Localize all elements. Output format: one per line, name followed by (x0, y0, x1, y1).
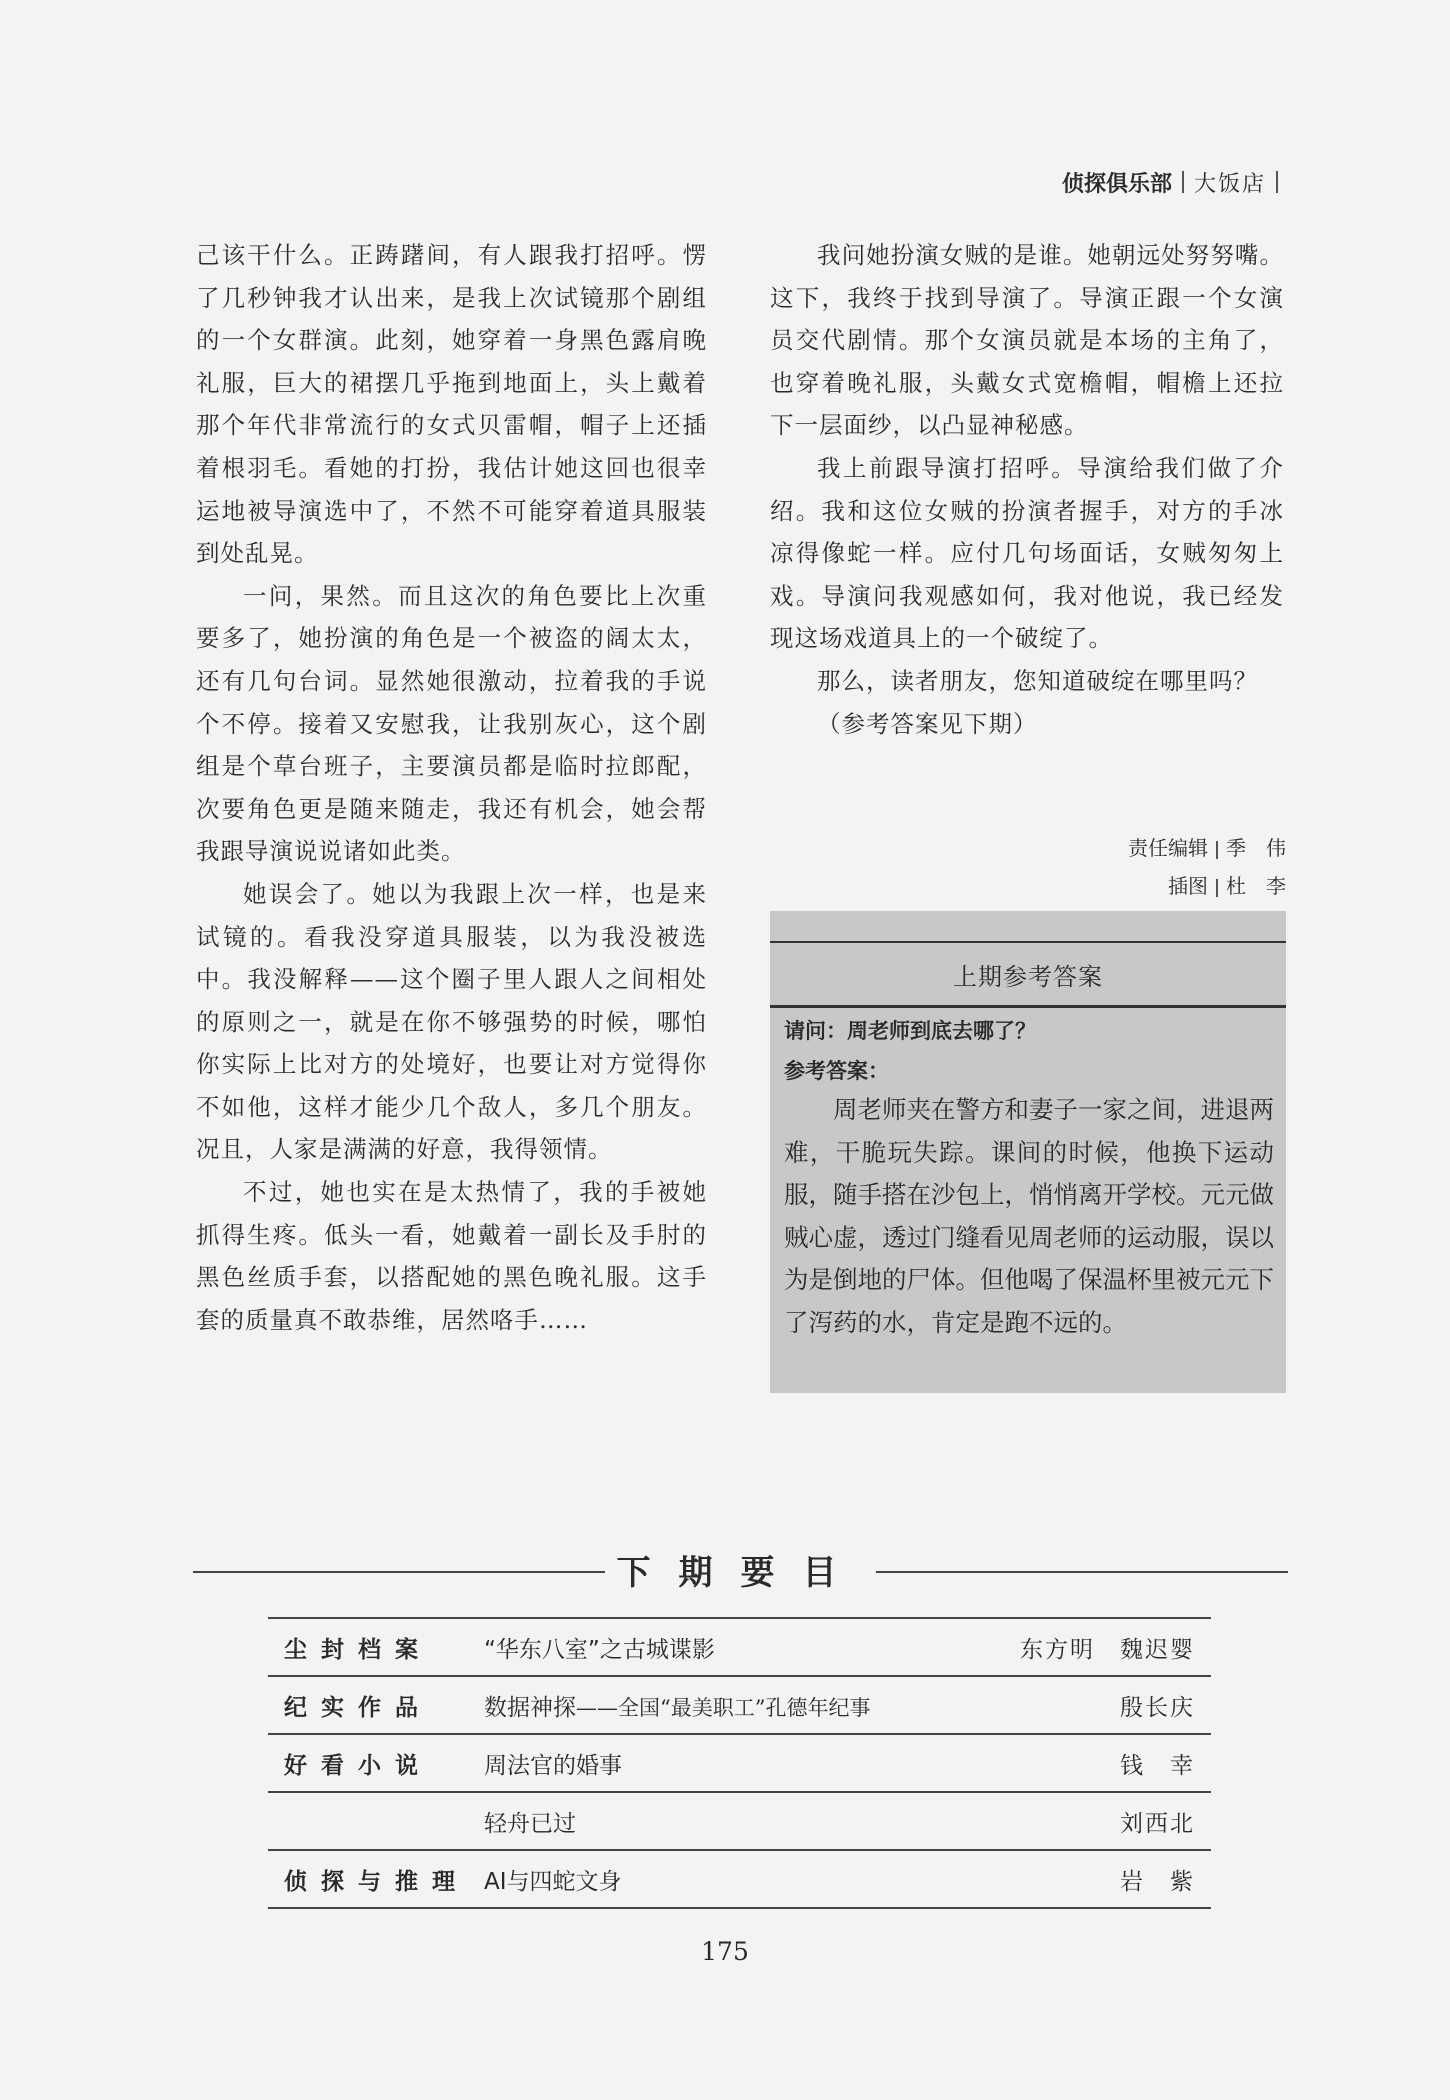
toc-category (268, 1792, 484, 1850)
table-row (268, 1850, 1211, 1908)
paragraph: 那么，读者朋友，您知道破绽在哪里吗？ (817, 666, 1258, 695)
toc-title-text: 周法官的婚事 (484, 1752, 622, 1779)
paragraph: 一问，果然。而且这次的角色要比上次重要多了，她扮演的角色是一个被盗的阔太太，还有几句台词。显然她很激动，拉着我的手说个不停。接着又安慰我，让我别灰心，这个剧组是个草台班子，主要演员都是临时拉郎配，次要角色更是随来随走，我还有机会，她会帮我跟导演说说诸如此类。 (196, 581, 707, 866)
credit-divider (1216, 879, 1218, 897)
next-issue-table (268, 1617, 1211, 1909)
table-row (268, 1734, 1211, 1792)
right-column (770, 234, 1284, 745)
toc-title (484, 1850, 971, 1908)
answer-label: 参考答案： (784, 1059, 889, 1083)
paragraph: 不过，她也实在是太热情了，我的手被她抓得生疼。低头一看，她戴着一副长及手肘的黑色丝质手套，以搭配她的黑色晚礼服。这手套的质量真不敢恭维，居然咯手…… (196, 1178, 707, 1334)
toc-author: 刘西北 (971, 1792, 1211, 1850)
paragraph: 她误会了。她以为我跟上次一样，也是来试镜的。看我没穿道具服装，以为我没被选中。我没解释——这个圈子里人跟人之间相处的原则之一，就是在你不够强势的时候，哪怕你实际上比对方的处境好，也要让对方觉得你不如他，这样才能少几个敌人，多几个朋友。况且，人家是满满的好意，我得领情。 (196, 879, 707, 1164)
toc-category: 侦探与推理 (268, 1850, 484, 1908)
header-divider-end (1276, 171, 1278, 193)
toc-title (484, 1618, 971, 1676)
illustrator-name: 杜 李 (1226, 874, 1286, 898)
toc-subtitle: ——全国“最美职工”孔德年纪事 (576, 1695, 871, 1720)
section-name: 侦探俱乐部 (1061, 171, 1172, 197)
toc-title-text: AI与四蛇文身 (484, 1868, 622, 1895)
table-row (268, 1618, 1211, 1676)
header-divider (1182, 171, 1184, 193)
subsection-name: 大饭店 (1193, 171, 1266, 197)
answer-next-issue-note: （参考答案见下期） (817, 709, 1038, 738)
next-issue-title: 下期要目 (616, 1553, 865, 1593)
previous-answer-box (770, 911, 1286, 1393)
toc-title (484, 1792, 971, 1850)
toc-title-text: 数据神探 (484, 1694, 576, 1721)
editor-name: 季 伟 (1226, 836, 1286, 860)
credits (1128, 829, 1286, 905)
toc-category: 好看小说 (268, 1734, 484, 1792)
editor-credit (1128, 829, 1286, 867)
answer-box-title: 上期参考答案 (770, 941, 1286, 1008)
paragraph: 我上前跟导演打招呼。导演给我们做了介绍。我和这位女贼的扮演者握手，对方的手冰凉得像蛇一样。应付几句场面话，女贼匆匆上戏。导演问我观感如何，我对他说，我已经发现这场戏道具上的一个破绽了。 (770, 453, 1284, 653)
toc-title (484, 1676, 971, 1734)
paragraph: 己该干什么。正踌躇间，有人跟我打招呼。愣了几秒钟我才认出来，是我上次试镜那个剧组的一个女群演。此刻，她穿着一身黑色露肩晚礼服，巨大的裙摆几乎拖到地面上，头上戴着那个年代非常流行的女式贝雷帽，帽子上还插着根羽毛。看她的打扮，我估计她这回也很幸运地被导演选中了，不然不可能穿着道具服装到处乱晃。 (196, 241, 707, 568)
toc-category: 尘封档案 (268, 1618, 484, 1676)
toc-category: 纪实作品 (268, 1676, 484, 1734)
illustrator-label: 插图 (1168, 874, 1208, 898)
toc-title-text: 轻舟已过 (484, 1810, 576, 1837)
table-row (268, 1676, 1211, 1734)
toc-author: 岩 紫 (971, 1850, 1211, 1908)
editor-label: 责任编辑 (1128, 836, 1208, 860)
toc-title (484, 1734, 971, 1792)
paragraph: 我问她扮演女贼的是谁。她朝远处努努嘴。这下，我终于找到导演了。导演正跟一个女演员交代剧情。那个女演员就是本场的主角了，也穿着晚礼服，头戴女式宽檐帽，帽檐上还拉下一层面纱，以凸显神秘感。 (770, 241, 1284, 440)
page-number: 175 (701, 1937, 749, 1966)
running-header (1062, 166, 1288, 198)
table-row (268, 1792, 1211, 1850)
illustrator-credit (1128, 867, 1286, 905)
toc-author: 东方明 魏迟婴 (971, 1618, 1211, 1676)
answer-question: 请问：周老师到底去哪了？ (784, 1019, 1036, 1043)
answer-text: 周老师夹在警方和妻子一家之间，进退两难，干脆玩失踪。课间的时候，他换下运动服，随手搭在沙包上，悄悄离开学校。元元做贼心虚，透过门缝看见周老师的运动服，误以为是倒地的尸体。但他喝了保温杯里被元元下了泻药的水，肯定是跑不远的。 (784, 1095, 1274, 1337)
credit-divider (1216, 841, 1218, 859)
toc-author: 殷长庆 (971, 1676, 1211, 1734)
toc-author: 钱 幸 (971, 1734, 1211, 1792)
left-column (196, 234, 707, 1341)
toc-title-text: “华东八室”之古城谍影 (484, 1636, 715, 1663)
next-issue-heading (193, 1545, 1288, 1595)
